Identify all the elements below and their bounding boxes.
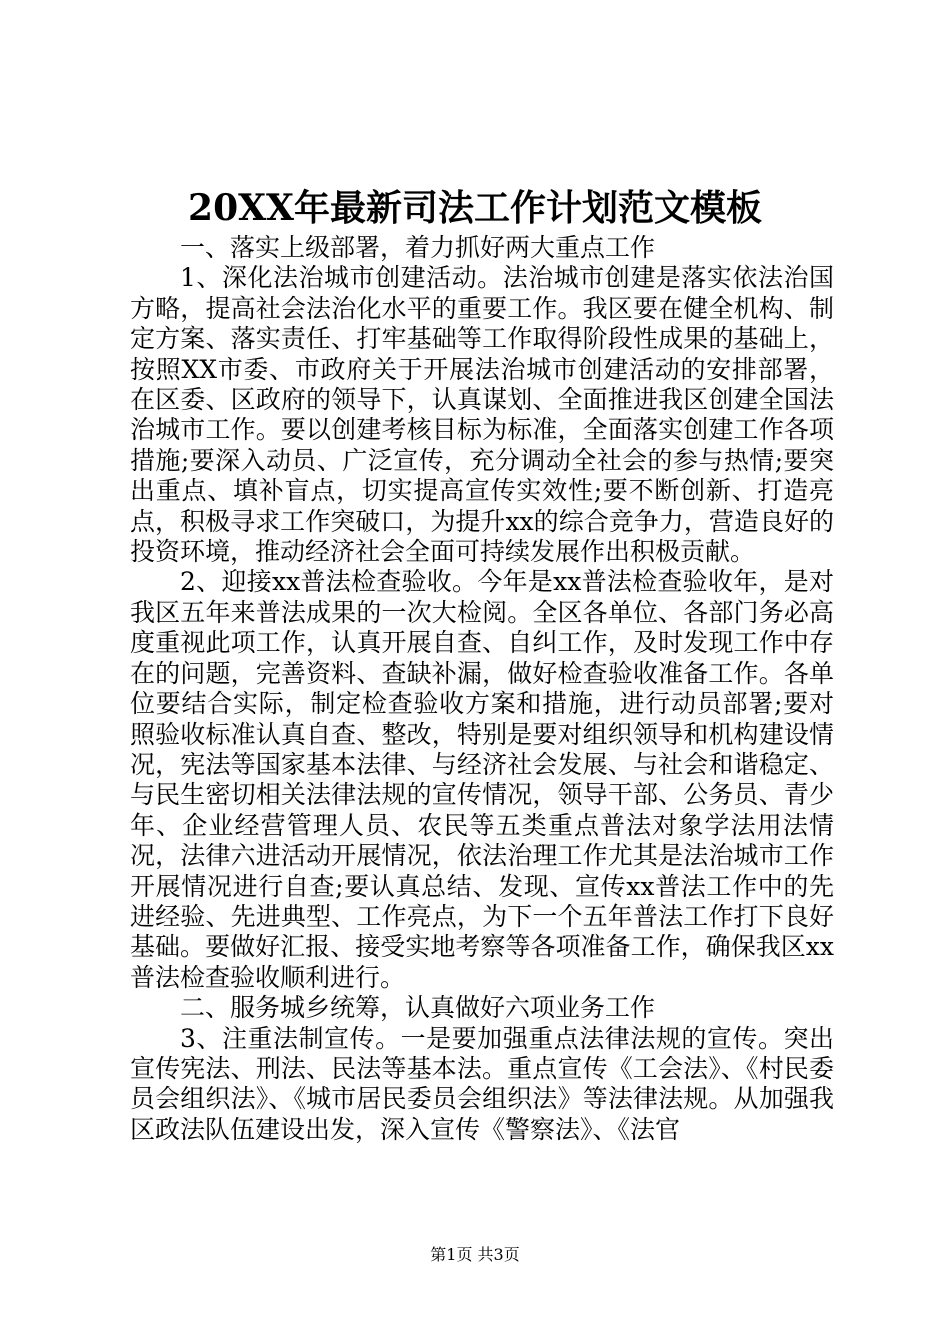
document-body: [130, 233, 834, 1145]
paragraph-3: 3、注重法制宣传。一是要加强重点法律法规的宣传。突出宣传宪法、刑法、民法等基本法。重点宣传《工会法》、《村民委员会组织法》、《城市居民委员会组织法》等法律法规。从加强我区政法队伍建设出发，深入宣传《警察法》、《法官: [130, 1023, 834, 1144]
document-title: 20XX年最新司法工作计划范文模板: [188, 187, 762, 229]
page-footer: 第1页 共3页: [430, 1245, 520, 1264]
paragraph-2: 2、迎接xx普法检查验收。今年是xx普法检查验收年，是对我区五年来普法成果的一次大检阅。全区各单位、各部门务必高度重视此项工作，认真开展自查、自纠工作，及时发现工作中存在的问题，完善资料、查缺补漏，做好检查验收准备工作。各单位要结合实际，制定检查验收方案和措施，进行动员部署;要对照验收标准认真自查、整改，特别是要对组织领导和机构建设情况，宪法等国家基本法律、与经济社会发展、与社会和谐稳定、与民生密切相关法律法规的宣传情况，领导干部、公务员、青少年、企业经营管理人员、农民等五类重点普法对象学法用法情况，法律六进活动开展情况，依法治理工作尤其是法治城市工作开展情况进行自查;要认真总结、发现、宣传xx普法工作中的先进经验、先进典型、工作亮点，为下一个五年普法工作打下良好基础。要做好汇报、接受实地考察等各项准备工作，确保我区xx普法检查验收顺利进行。: [130, 567, 834, 992]
section-heading-2: 二、服务城乡统筹，认真做好六项业务工作: [180, 993, 656, 1023]
section-heading-1: 一、落实上级部署，着力抓好两大重点工作: [180, 233, 656, 262]
paragraph-1: 1、深化法治城市创建活动。法治城市创建是落实依法治国方略，提高社会法治化水平的重要工作。我区要在健全机构、制定方案、落实责任、打牢基础等工作取得阶段性成果的基础上，按照XX市委、市政府关于开展法治城市创建活动的安排部署，在区委、区政府的领导下，认真谋划、全面推进我区创建全国法治城市工作。要以创建考核目标为标准，全面落实创建工作各项措施;要深入动员、广泛宣传，充分调动全社会的参与热情;要突出重点、填补盲点，切实提高宣传实效性;要不断创新、打造亮点，积极寻求工作突破口，为提升xx的综合竞争力，营造良好的投资环境，推动经济社会全面可持续发展作出积极贡献。: [130, 263, 834, 567]
